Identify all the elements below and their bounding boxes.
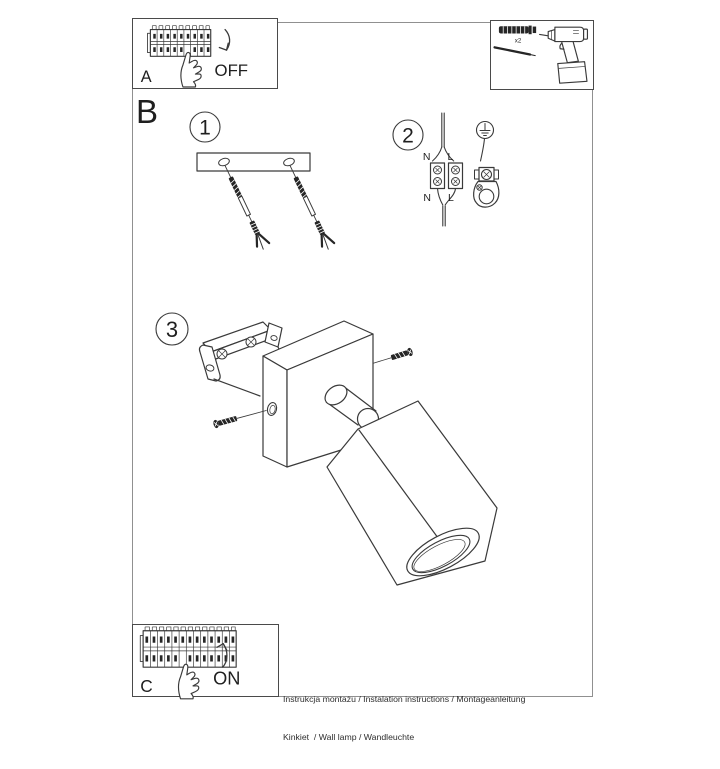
- step2-number-badge: [393, 120, 423, 150]
- footer-line2: Kinkiet / Wall lamp / Wandleuchte: [283, 731, 415, 742]
- terminal-label-n-bottom: N: [423, 192, 431, 204]
- circuit-breaker-panel-icon: [140, 627, 236, 667]
- step3-number-badge: [156, 313, 188, 345]
- tools-box: [490, 20, 594, 90]
- step2-diagram: [390, 108, 510, 233]
- earth-symbol-icon: [477, 122, 494, 139]
- box-a-letter: A: [140, 68, 152, 87]
- step2-number: 2: [402, 124, 414, 148]
- mounting-screw-icon: [372, 347, 413, 367]
- box-c-letter: C: [140, 676, 153, 697]
- tools-illustration: [491, 21, 592, 88]
- section-b-label: B: [136, 93, 159, 130]
- power-drill-icon: [540, 27, 588, 83]
- power-on-box: [132, 624, 279, 697]
- step1-number: 1: [199, 116, 211, 140]
- power-on-illustration: [133, 625, 277, 695]
- wall-plug-icon: [499, 26, 536, 35]
- screw-with-wall-anchor-icon: [220, 163, 271, 251]
- hand-pressing-switch-icon: [181, 52, 202, 87]
- terminal-label-n-top: N: [422, 151, 431, 163]
- footer-line1: Instrukcja montażu / Instalation instructions / Montageanleitung: [283, 693, 526, 704]
- ground-wire: [481, 139, 485, 162]
- screw-with-wall-anchor-icon: [285, 163, 336, 251]
- terminal-label-l-bottom: L: [448, 192, 454, 204]
- circuit-breaker-panel-icon: [148, 26, 211, 57]
- terminal-label-l-top: L: [447, 151, 454, 163]
- power-off-box: [132, 18, 278, 89]
- power-off-illustration: [133, 19, 276, 87]
- dowel-quantity: x2: [514, 37, 522, 45]
- step1-number-badge: [190, 112, 220, 142]
- terminal-block-icon: [431, 163, 463, 189]
- drill-bit-icon: [495, 47, 536, 55]
- off-label: OFF: [214, 60, 249, 80]
- on-label: ON: [213, 668, 241, 689]
- curved-arrow-down-icon: [219, 30, 229, 51]
- step1-diagram: [185, 100, 335, 265]
- footer-text: [283, 667, 525, 769]
- step3-number: 3: [165, 317, 179, 342]
- mounting-plate-icon: [197, 153, 310, 171]
- ground-terminal-icon: [474, 168, 499, 208]
- mounting-screw-icon: [212, 406, 267, 428]
- hand-pressing-switch-icon: [178, 664, 199, 699]
- step3-diagram: [150, 305, 510, 605]
